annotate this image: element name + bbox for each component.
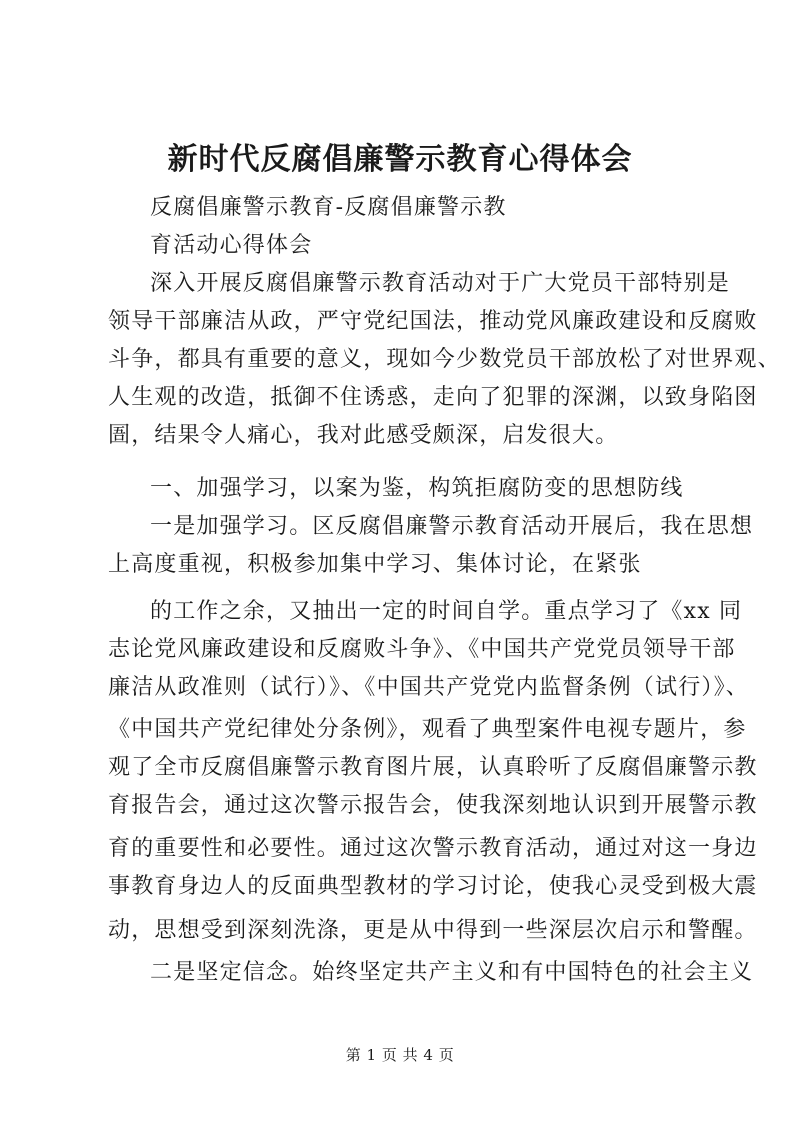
paragraph-line: 一是加强学习。区反腐倡廉警示教育活动开展后，我在思想 [150, 514, 754, 539]
paragraph-line: 人生观的改造，抵御不住诱惑，走向了犯罪的深渊，以致身陷囹 [108, 385, 758, 410]
subtitle-line-2: 育活动心得体会 [150, 233, 313, 258]
document-title: 新时代反腐倡廉警示教育心得体会 [167, 142, 633, 177]
paragraph-line: 二是坚定信念。始终坚定共产主义和有中国特色的社会主义 [150, 960, 754, 985]
paragraph-line: 动，思想受到深刻洗涤，更是从中得到一些深层次启示和警醒。 [108, 918, 758, 943]
paragraph-line: 育报告会，通过这次警示报告会，使我深刻地认识到开展警示教 [108, 793, 758, 818]
section-heading: 一、加强学习，以案为鉴，构筑拒腐防变的思想防线 [150, 476, 684, 501]
paragraph-line: 深入开展反腐倡廉警示教育活动对于广大党员干部特别是 [150, 271, 731, 296]
paragraph-line: 的工作之余，又抽出一定的时间自学。重点学习了《xx 同 [150, 599, 743, 624]
paragraph-line: 观了全市反腐倡廉警示教育图片展，认真聆听了反腐倡廉警示教 [108, 755, 758, 780]
subtitle-line-1: 反腐倡廉警示教育-反腐倡廉警示教 [150, 195, 507, 220]
paragraph-line: 上高度重视，积极参加集中学习、集体讨论，在紧张 [108, 552, 642, 577]
paragraph-line: 育的重要性和必要性。通过这次警示教育活动，通过对这一身边 [108, 836, 758, 861]
paragraph-line: 事教育身边人的反面典型教材的学习讨论，使我心灵受到极大震 [108, 874, 758, 899]
paragraph-line: 志论党风廉政建设和反腐败斗争》、《中国共产党党员领导干部 [108, 637, 736, 662]
page-number-footer: 第 1 页 共 4 页 [345, 1046, 455, 1064]
paragraph-line: 《中国共产党纪律处分条例》，观看了典型案件电视专题片，参 [108, 717, 747, 742]
paragraph-line: 圄，结果令人痛心，我对此感受颇深，启发很大。 [108, 423, 619, 448]
paragraph-line: 斗争，都具有重要的意义，现如今少数党员干部放松了对世界观、 [108, 347, 781, 372]
paragraph-line: 廉洁从政准则（试行）》、《中国共产党党内监督条例（试行）》、 [108, 675, 750, 700]
paragraph-line: 领导干部廉洁从政，严守党纪国法，推动党风廉政建设和反腐败 [108, 309, 758, 334]
